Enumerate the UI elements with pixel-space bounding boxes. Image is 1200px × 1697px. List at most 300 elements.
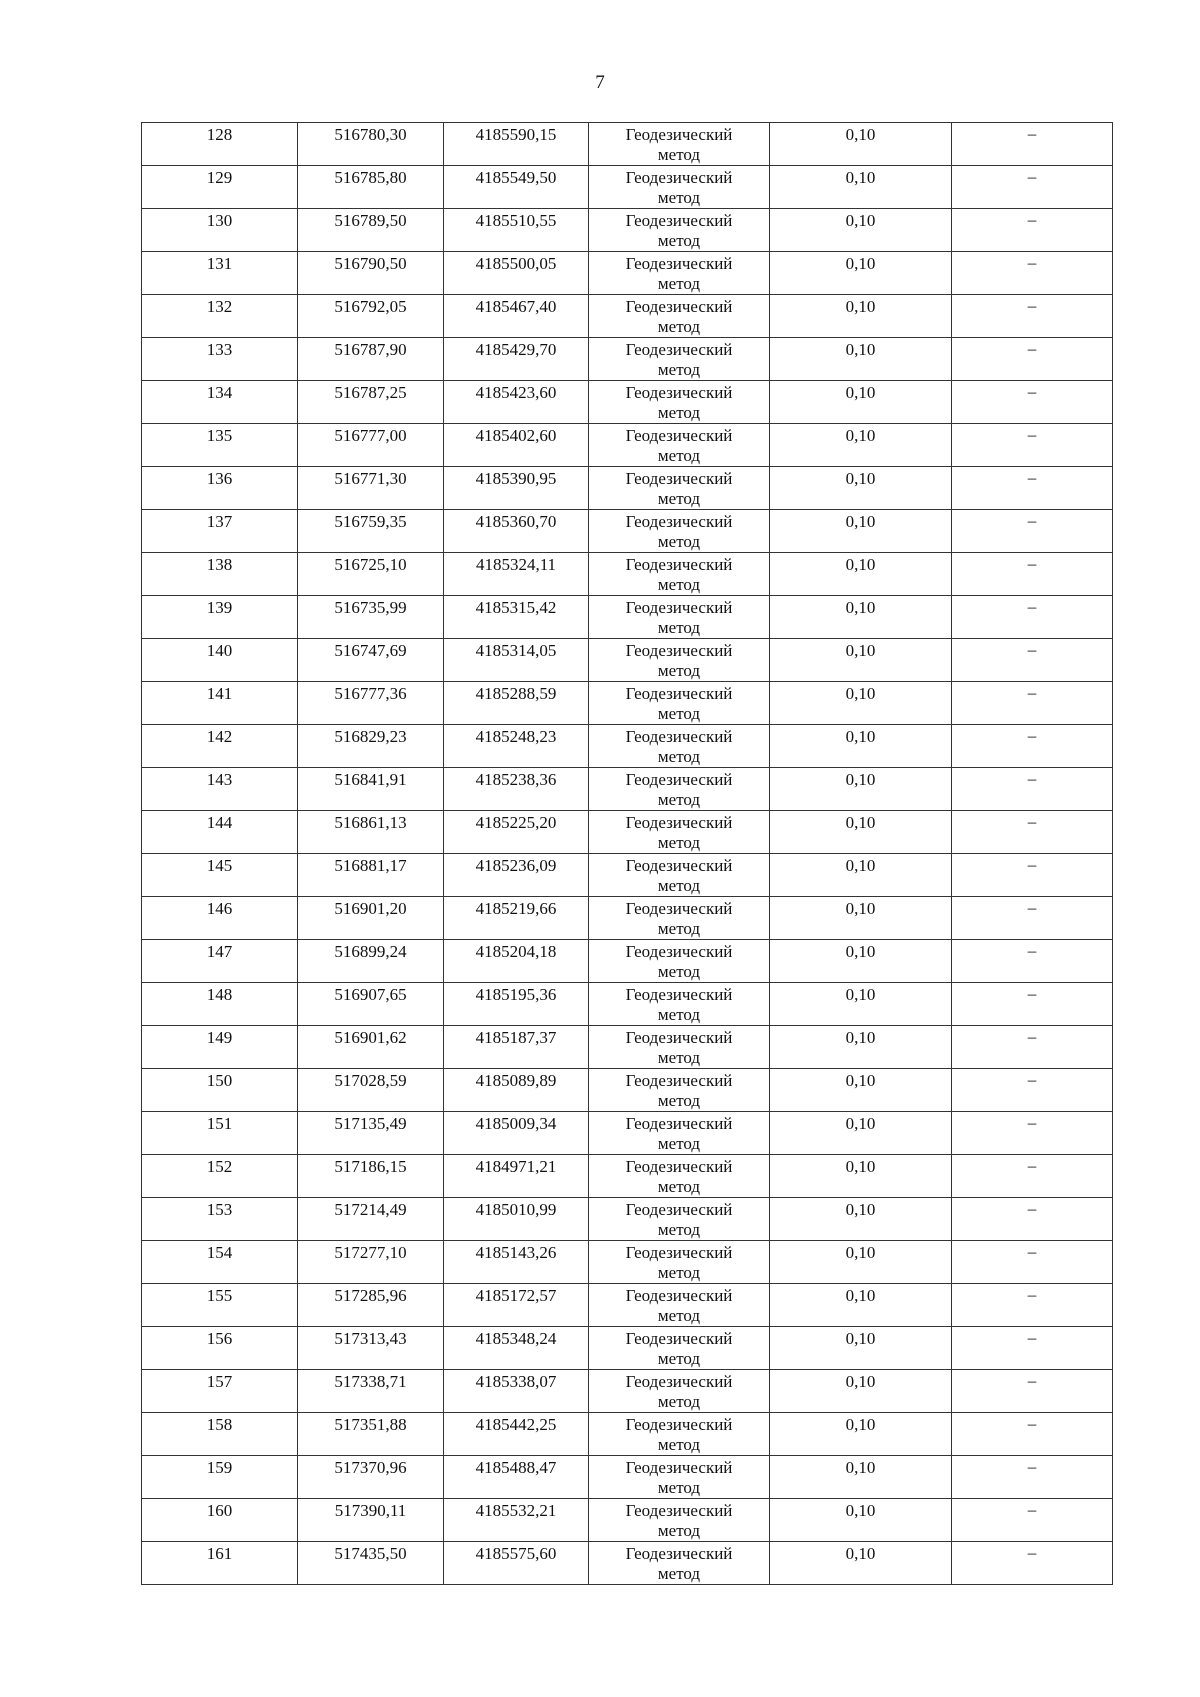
accuracy-cell: 0,10 [770, 1241, 952, 1284]
point-number-cell: 144 [142, 811, 298, 854]
y-coordinate-cell: 4185172,57 [444, 1284, 589, 1327]
method-line-2: метод [657, 962, 701, 981]
y-coordinate-cell: 4185187,37 [444, 1026, 589, 1069]
table-row [142, 295, 1113, 338]
method-line-1: Геодезический [625, 1071, 733, 1090]
y-coordinate-cell: 4185390,95 [444, 467, 589, 510]
y-coordinate-cell: 4185219,66 [444, 897, 589, 940]
table-row [142, 940, 1113, 983]
accuracy-cell: 0,10 [770, 295, 952, 338]
point-number-cell: 157 [142, 1370, 298, 1413]
method-cell [589, 639, 770, 682]
x-coordinate-cell: 516787,90 [298, 338, 444, 381]
method-line-1: Геодезический [625, 641, 733, 660]
point-number-cell: 135 [142, 424, 298, 467]
note-cell: – [952, 467, 1113, 510]
accuracy-cell: 0,10 [770, 768, 952, 811]
page-number: 7 [595, 72, 605, 93]
accuracy-cell: 0,10 [770, 252, 952, 295]
note-cell: – [952, 682, 1113, 725]
point-number-cell: 146 [142, 897, 298, 940]
note-cell: – [952, 1413, 1113, 1456]
y-coordinate-cell: 4185549,50 [444, 166, 589, 209]
accuracy-cell: 0,10 [770, 1499, 952, 1542]
x-coordinate-cell: 516759,35 [298, 510, 444, 553]
accuracy-cell: 0,10 [770, 1456, 952, 1499]
table-row [142, 639, 1113, 682]
method-line-1: Геодезический [625, 770, 733, 789]
method-line-1: Геодезический [625, 1200, 733, 1219]
method-line-2: метод [657, 919, 701, 938]
y-coordinate-cell: 4185423,60 [444, 381, 589, 424]
accuracy-cell: 0,10 [770, 596, 952, 639]
accuracy-cell: 0,10 [770, 467, 952, 510]
table-row [142, 1327, 1113, 1370]
point-number-cell: 139 [142, 596, 298, 639]
method-line-1: Геодезический [625, 125, 733, 144]
table-row [142, 1284, 1113, 1327]
point-number-cell: 141 [142, 682, 298, 725]
method-line-2: метод [657, 1134, 701, 1153]
method-cell [589, 596, 770, 639]
x-coordinate-cell: 517028,59 [298, 1069, 444, 1112]
x-coordinate-cell: 516777,00 [298, 424, 444, 467]
x-coordinate-cell: 517186,15 [298, 1155, 444, 1198]
method-line-2: метод [657, 188, 701, 207]
method-cell [589, 295, 770, 338]
method-line-2: метод [657, 1435, 701, 1454]
method-cell [589, 1112, 770, 1155]
table-row [142, 1456, 1113, 1499]
method-line-2: метод [657, 1220, 701, 1239]
method-line-2: метод [657, 1478, 701, 1497]
x-coordinate-cell: 516881,17 [298, 854, 444, 897]
y-coordinate-cell: 4185510,55 [444, 209, 589, 252]
table-row [142, 1026, 1113, 1069]
method-line-1: Геодезический [625, 1114, 733, 1133]
accuracy-cell: 0,10 [770, 811, 952, 854]
method-cell [589, 510, 770, 553]
y-coordinate-cell: 4185575,60 [444, 1542, 589, 1585]
point-number-cell: 129 [142, 166, 298, 209]
method-line-2: метод [657, 1005, 701, 1024]
method-line-2: метод [657, 833, 701, 852]
method-line-2: метод [657, 1349, 701, 1368]
y-coordinate-cell: 4185204,18 [444, 940, 589, 983]
method-line-1: Геодезический [625, 1243, 733, 1262]
method-line-2: метод [657, 532, 701, 551]
accuracy-cell: 0,10 [770, 639, 952, 682]
method-line-1: Геодезический [625, 340, 733, 359]
point-number-cell: 147 [142, 940, 298, 983]
method-line-1: Геодезический [625, 856, 733, 875]
x-coordinate-cell: 517390,11 [298, 1499, 444, 1542]
y-coordinate-cell: 4185500,05 [444, 252, 589, 295]
method-line-2: метод [657, 1306, 701, 1325]
x-coordinate-cell: 517277,10 [298, 1241, 444, 1284]
accuracy-cell: 0,10 [770, 553, 952, 596]
accuracy-cell: 0,10 [770, 854, 952, 897]
note-cell: – [952, 1069, 1113, 1112]
method-line-1: Геодезический [625, 1415, 733, 1434]
method-line-1: Геодезический [625, 512, 733, 531]
method-line-2: метод [657, 575, 701, 594]
x-coordinate-cell: 516901,20 [298, 897, 444, 940]
y-coordinate-cell: 4185338,07 [444, 1370, 589, 1413]
note-cell: – [952, 424, 1113, 467]
x-coordinate-cell: 516747,69 [298, 639, 444, 682]
method-line-1: Геодезический [625, 297, 733, 316]
method-cell [589, 338, 770, 381]
accuracy-cell: 0,10 [770, 983, 952, 1026]
y-coordinate-cell: 4185195,36 [444, 983, 589, 1026]
note-cell: – [952, 897, 1113, 940]
method-cell [589, 1155, 770, 1198]
y-coordinate-cell: 4185238,36 [444, 768, 589, 811]
point-number-cell: 156 [142, 1327, 298, 1370]
table-row [142, 596, 1113, 639]
accuracy-cell: 0,10 [770, 1370, 952, 1413]
table-row [142, 123, 1113, 166]
table-row [142, 1198, 1113, 1241]
y-coordinate-cell: 4185143,26 [444, 1241, 589, 1284]
y-coordinate-cell: 4185315,42 [444, 596, 589, 639]
method-cell [589, 1284, 770, 1327]
x-coordinate-cell: 516907,65 [298, 983, 444, 1026]
coordinates-table-body [142, 123, 1113, 1585]
note-cell: – [952, 940, 1113, 983]
method-line-1: Геодезический [625, 1329, 733, 1348]
method-line-2: метод [657, 1177, 701, 1196]
method-cell [589, 1499, 770, 1542]
method-cell [589, 467, 770, 510]
method-line-1: Геодезический [625, 555, 733, 574]
accuracy-cell: 0,10 [770, 1026, 952, 1069]
y-coordinate-cell: 4185010,99 [444, 1198, 589, 1241]
point-number-cell: 154 [142, 1241, 298, 1284]
method-line-2: метод [657, 1048, 701, 1067]
method-line-1: Геодезический [625, 426, 733, 445]
x-coordinate-cell: 516777,36 [298, 682, 444, 725]
method-cell [589, 1413, 770, 1456]
method-line-2: метод [657, 661, 701, 680]
x-coordinate-cell: 517370,96 [298, 1456, 444, 1499]
method-line-1: Геодезический [625, 1501, 733, 1520]
note-cell: – [952, 983, 1113, 1026]
x-coordinate-cell: 516785,80 [298, 166, 444, 209]
x-coordinate-cell: 516735,99 [298, 596, 444, 639]
note-cell: – [952, 1542, 1113, 1585]
method-cell [589, 1026, 770, 1069]
point-number-cell: 158 [142, 1413, 298, 1456]
x-coordinate-cell: 517351,88 [298, 1413, 444, 1456]
point-number-cell: 134 [142, 381, 298, 424]
table-row [142, 725, 1113, 768]
y-coordinate-cell: 4185288,59 [444, 682, 589, 725]
x-coordinate-cell: 517214,49 [298, 1198, 444, 1241]
method-line-1: Геодезический [625, 383, 733, 402]
method-line-2: метод [657, 446, 701, 465]
x-coordinate-cell: 516899,24 [298, 940, 444, 983]
method-line-2: метод [657, 747, 701, 766]
y-coordinate-cell: 4185236,09 [444, 854, 589, 897]
method-line-2: метод [657, 618, 701, 637]
x-coordinate-cell: 517435,50 [298, 1542, 444, 1585]
accuracy-cell: 0,10 [770, 1327, 952, 1370]
x-coordinate-cell: 517338,71 [298, 1370, 444, 1413]
method-cell [589, 424, 770, 467]
method-line-1: Геодезический [625, 1544, 733, 1563]
note-cell: – [952, 1241, 1113, 1284]
x-coordinate-cell: 517135,49 [298, 1112, 444, 1155]
y-coordinate-cell: 4185248,23 [444, 725, 589, 768]
accuracy-cell: 0,10 [770, 166, 952, 209]
method-line-2: метод [657, 360, 701, 379]
accuracy-cell: 0,10 [770, 1284, 952, 1327]
note-cell: – [952, 252, 1113, 295]
method-line-2: метод [657, 704, 701, 723]
note-cell: – [952, 123, 1113, 166]
table-row [142, 166, 1113, 209]
table-row [142, 553, 1113, 596]
note-cell: – [952, 768, 1113, 811]
method-cell [589, 682, 770, 725]
x-coordinate-cell: 516771,30 [298, 467, 444, 510]
note-cell: – [952, 166, 1113, 209]
method-cell [589, 983, 770, 1026]
method-cell [589, 768, 770, 811]
accuracy-cell: 0,10 [770, 1198, 952, 1241]
point-number-cell: 159 [142, 1456, 298, 1499]
note-cell: – [952, 639, 1113, 682]
y-coordinate-cell: 4185532,21 [444, 1499, 589, 1542]
note-cell: – [952, 1327, 1113, 1370]
method-line-1: Геодезический [625, 598, 733, 617]
point-number-cell: 131 [142, 252, 298, 295]
method-line-1: Геодезический [625, 254, 733, 273]
method-line-1: Геодезический [625, 1286, 733, 1305]
point-number-cell: 140 [142, 639, 298, 682]
table-row [142, 1499, 1113, 1542]
point-number-cell: 137 [142, 510, 298, 553]
method-line-2: метод [657, 790, 701, 809]
method-line-1: Геодезический [625, 168, 733, 187]
point-number-cell: 150 [142, 1069, 298, 1112]
point-number-cell: 143 [142, 768, 298, 811]
method-line-2: метод [657, 403, 701, 422]
method-cell [589, 940, 770, 983]
y-coordinate-cell: 4184971,21 [444, 1155, 589, 1198]
y-coordinate-cell: 4185590,15 [444, 123, 589, 166]
table-row [142, 811, 1113, 854]
method-cell [589, 1198, 770, 1241]
point-number-cell: 138 [142, 553, 298, 596]
method-line-2: метод [657, 1392, 701, 1411]
method-cell [589, 897, 770, 940]
point-number-cell: 152 [142, 1155, 298, 1198]
method-line-2: метод [657, 231, 701, 250]
accuracy-cell: 0,10 [770, 1413, 952, 1456]
method-line-1: Геодезический [625, 813, 733, 832]
method-cell [589, 1456, 770, 1499]
y-coordinate-cell: 4185009,34 [444, 1112, 589, 1155]
note-cell: – [952, 1284, 1113, 1327]
table-row [142, 1370, 1113, 1413]
point-number-cell: 142 [142, 725, 298, 768]
method-cell [589, 1241, 770, 1284]
table-row [142, 682, 1113, 725]
method-line-2: метод [657, 145, 701, 164]
accuracy-cell: 0,10 [770, 510, 952, 553]
method-line-2: метод [657, 1564, 701, 1583]
note-cell: – [952, 510, 1113, 553]
accuracy-cell: 0,10 [770, 1542, 952, 1585]
method-cell [589, 854, 770, 897]
method-cell [589, 1069, 770, 1112]
note-cell: – [952, 811, 1113, 854]
method-cell [589, 252, 770, 295]
note-cell: – [952, 553, 1113, 596]
note-cell: – [952, 725, 1113, 768]
x-coordinate-cell: 516792,05 [298, 295, 444, 338]
x-coordinate-cell: 516901,62 [298, 1026, 444, 1069]
point-number-cell: 153 [142, 1198, 298, 1241]
point-number-cell: 132 [142, 295, 298, 338]
table-row [142, 467, 1113, 510]
method-cell [589, 725, 770, 768]
method-cell [589, 209, 770, 252]
table-row [142, 381, 1113, 424]
note-cell: – [952, 1370, 1113, 1413]
y-coordinate-cell: 4185402,60 [444, 424, 589, 467]
x-coordinate-cell: 516780,30 [298, 123, 444, 166]
table-row [142, 338, 1113, 381]
x-coordinate-cell: 516787,25 [298, 381, 444, 424]
accuracy-cell: 0,10 [770, 940, 952, 983]
method-line-2: метод [657, 489, 701, 508]
table-row [142, 1155, 1113, 1198]
accuracy-cell: 0,10 [770, 1155, 952, 1198]
accuracy-cell: 0,10 [770, 897, 952, 940]
point-number-cell: 133 [142, 338, 298, 381]
method-line-1: Геодезический [625, 727, 733, 746]
accuracy-cell: 0,10 [770, 123, 952, 166]
table-row [142, 209, 1113, 252]
table-row [142, 854, 1113, 897]
method-line-1: Геодезический [625, 942, 733, 961]
method-line-1: Геодезический [625, 684, 733, 703]
note-cell: – [952, 1026, 1113, 1069]
accuracy-cell: 0,10 [770, 338, 952, 381]
accuracy-cell: 0,10 [770, 725, 952, 768]
method-cell [589, 811, 770, 854]
method-line-2: метод [657, 1521, 701, 1540]
method-cell [589, 166, 770, 209]
x-coordinate-cell: 516829,23 [298, 725, 444, 768]
accuracy-cell: 0,10 [770, 682, 952, 725]
method-cell [589, 553, 770, 596]
method-cell [589, 1327, 770, 1370]
y-coordinate-cell: 4185348,24 [444, 1327, 589, 1370]
table-row [142, 1241, 1113, 1284]
note-cell: – [952, 596, 1113, 639]
table-row [142, 510, 1113, 553]
point-number-cell: 151 [142, 1112, 298, 1155]
method-line-2: метод [657, 1091, 701, 1110]
method-cell [589, 1542, 770, 1585]
y-coordinate-cell: 4185442,25 [444, 1413, 589, 1456]
note-cell: – [952, 209, 1113, 252]
x-coordinate-cell: 517313,43 [298, 1327, 444, 1370]
y-coordinate-cell: 4185429,70 [444, 338, 589, 381]
point-number-cell: 160 [142, 1499, 298, 1542]
y-coordinate-cell: 4185324,11 [444, 553, 589, 596]
method-line-1: Геодезический [625, 1458, 733, 1477]
method-line-1: Геодезический [625, 1028, 733, 1047]
table-row [142, 424, 1113, 467]
y-coordinate-cell: 4185089,89 [444, 1069, 589, 1112]
table-row [142, 1542, 1113, 1585]
table-row [142, 252, 1113, 295]
point-number-cell: 136 [142, 467, 298, 510]
y-coordinate-cell: 4185488,47 [444, 1456, 589, 1499]
method-line-1: Геодезический [625, 1157, 733, 1176]
table-row [142, 1112, 1113, 1155]
note-cell: – [952, 1456, 1113, 1499]
note-cell: – [952, 338, 1113, 381]
accuracy-cell: 0,10 [770, 209, 952, 252]
method-line-2: метод [657, 1263, 701, 1282]
method-cell [589, 123, 770, 166]
point-number-cell: 128 [142, 123, 298, 166]
y-coordinate-cell: 4185360,70 [444, 510, 589, 553]
x-coordinate-cell: 516841,91 [298, 768, 444, 811]
x-coordinate-cell: 517285,96 [298, 1284, 444, 1327]
y-coordinate-cell: 4185225,20 [444, 811, 589, 854]
point-number-cell: 161 [142, 1542, 298, 1585]
method-cell [589, 1370, 770, 1413]
y-coordinate-cell: 4185314,05 [444, 639, 589, 682]
note-cell: – [952, 1499, 1113, 1542]
note-cell: – [952, 295, 1113, 338]
point-number-cell: 155 [142, 1284, 298, 1327]
note-cell: – [952, 1112, 1113, 1155]
method-line-1: Геодезический [625, 211, 733, 230]
x-coordinate-cell: 516725,10 [298, 553, 444, 596]
method-line-2: метод [657, 876, 701, 895]
note-cell: – [952, 854, 1113, 897]
point-number-cell: 130 [142, 209, 298, 252]
method-line-2: метод [657, 317, 701, 336]
accuracy-cell: 0,10 [770, 1069, 952, 1112]
method-line-1: Геодезический [625, 985, 733, 1004]
point-number-cell: 148 [142, 983, 298, 1026]
table-row [142, 768, 1113, 811]
method-line-1: Геодезический [625, 899, 733, 918]
coordinates-table [141, 122, 1113, 1585]
method-cell [589, 381, 770, 424]
y-coordinate-cell: 4185467,40 [444, 295, 589, 338]
accuracy-cell: 0,10 [770, 424, 952, 467]
note-cell: – [952, 1155, 1113, 1198]
x-coordinate-cell: 516789,50 [298, 209, 444, 252]
accuracy-cell: 0,10 [770, 381, 952, 424]
point-number-cell: 145 [142, 854, 298, 897]
table-row [142, 1413, 1113, 1456]
x-coordinate-cell: 516861,13 [298, 811, 444, 854]
table-row [142, 983, 1113, 1026]
method-line-1: Геодезический [625, 1372, 733, 1391]
